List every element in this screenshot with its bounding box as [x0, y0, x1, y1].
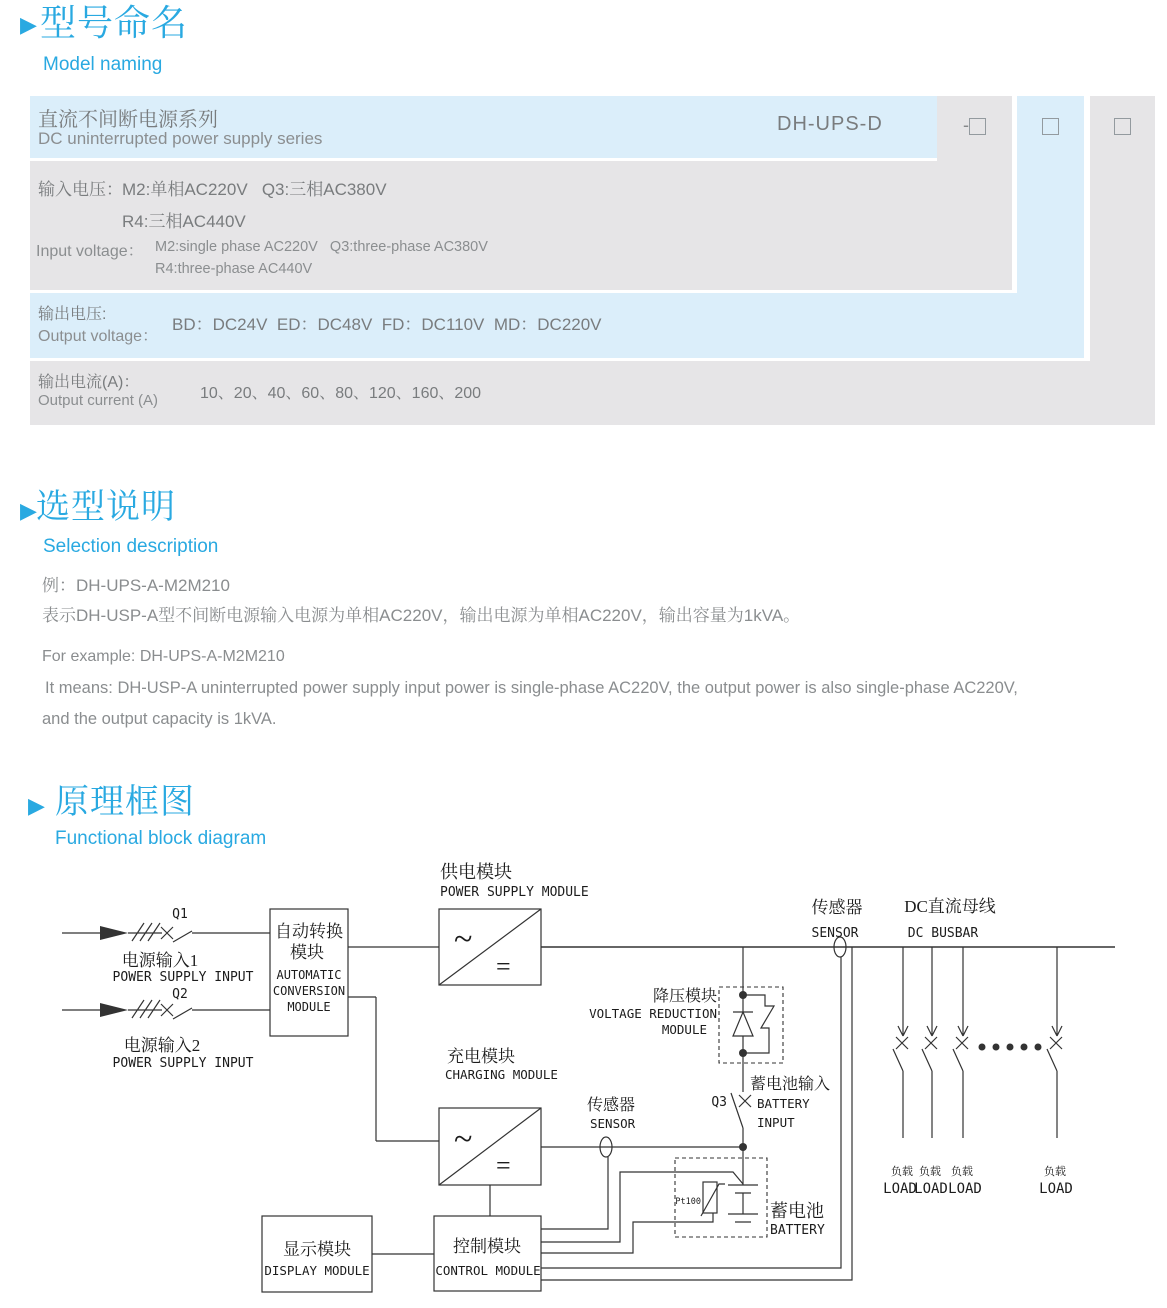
psm-label-zh: 供电模块: [440, 862, 512, 882]
dc-symbol: =: [496, 1151, 511, 1180]
output-current-label-en: Output current (A): [38, 392, 159, 409]
load-3-label-en: LOAD: [948, 1181, 982, 1197]
input-voltage-values-zh-1: M2:单相AC220V Q3:三相AC380V: [122, 180, 387, 199]
battery-input-label-en1: BATTERY: [757, 1096, 810, 1111]
battery-assembly: [675, 1147, 767, 1237]
load-1-label-en: LOAD: [883, 1181, 917, 1197]
load-3-label-zh: 负载: [951, 1166, 973, 1178]
battery-label-zh: 蓄电池: [770, 1201, 824, 1221]
voltage-reduction-module: [719, 947, 783, 1092]
vr-label-zh: 降压模块: [652, 988, 717, 1005]
battery-label-en: BATTERY: [770, 1223, 825, 1238]
placeholder-box-icon: [1114, 118, 1131, 135]
suffix-box-1: [937, 115, 1012, 136]
section2-subtitle: Selection description: [43, 536, 219, 557]
busbar-label-zh: DC直流母线: [904, 897, 996, 916]
section3-arrow-icon: ▶: [28, 793, 45, 818]
load-feeder-1: [893, 947, 908, 1138]
series-name-en: DC uninterrupted power supply series: [38, 129, 323, 148]
selection-example-zh: 例：DH-UPS-A-M2M210: [42, 576, 230, 595]
output-current-values: 10、20、40、60、80、120、160、200: [200, 385, 482, 402]
selection-desc-zh: 表示DH-USP-A型不间断电源输入电源为单相AC220V，输出电源为单相AC220V，输出容量为1kVA。: [42, 606, 801, 625]
load-feeder-3: [953, 947, 968, 1138]
input-voltage-values-en-1: M2:single phase AC220V Q3:three-phase AC380V: [155, 239, 488, 255]
acm-label-en3: MODULE: [287, 1000, 331, 1014]
section1-title: 型号命名: [40, 2, 189, 43]
psm-label-en: POWER SUPPLY MODULE: [440, 885, 589, 900]
breaker-q1-label: Q1: [172, 907, 188, 922]
display-label-en: DISPLAY MODULE: [264, 1263, 370, 1278]
charging-module-box: [439, 1108, 541, 1185]
input-voltage-values-en-2: R4:three-phase AC440V: [155, 261, 313, 277]
selection-example-en: For example: DH-UPS-A-M2M210: [42, 648, 285, 665]
selection-desc-en-2: and the output capacity is 1kVA.: [42, 710, 277, 728]
suffix-box-3: [1090, 115, 1155, 136]
table-row-series: [30, 96, 937, 158]
load-4-label-zh: 负载: [1044, 1166, 1066, 1178]
power-input-2-label-zh: 电源输入2: [123, 1036, 201, 1055]
acm-label-en2: CONVERSION: [272, 984, 346, 998]
output-voltage-label-zh: 输出电压:: [38, 306, 107, 323]
charging-label-zh: 充电模块: [447, 1047, 515, 1066]
section1-subtitle: Model naming: [43, 54, 163, 75]
power-supply-module-box: [439, 909, 541, 985]
battery-input-label-en2: INPUT: [757, 1115, 795, 1130]
input-voltage-label-zh: 输入电压：: [38, 180, 123, 199]
power-input-2-label-en: POWER SUPPLY INPUT: [112, 1056, 254, 1071]
breaker-q3-label: Q3: [711, 1095, 727, 1110]
control-label-zh: 控制模块: [453, 1237, 521, 1256]
series-name-zh: 直流不间断电源系列: [38, 109, 218, 131]
busbar-sensor-label-en: SENSOR: [811, 926, 859, 941]
acm-label-zh1: 自动转换: [275, 922, 343, 941]
suffix-box-1-dash: -: [963, 115, 969, 135]
power-input-1-label-en: POWER SUPPLY INPUT: [112, 970, 254, 985]
output-current-label-zh: 输出电流(A)：: [38, 374, 140, 391]
load-2-label-zh: 负载: [919, 1166, 941, 1178]
load-1-label-zh: 负载: [891, 1166, 913, 1178]
charging-label-en: CHARGING MODULE: [445, 1067, 558, 1082]
load-feeder-4: [1047, 947, 1062, 1138]
input-voltage-values-zh-2: R4:三相AC440V: [122, 212, 246, 231]
section2-arrow-icon: ▶: [20, 498, 37, 523]
section1-arrow-icon: ▶: [20, 12, 37, 37]
table-row-input-voltage: [30, 161, 1012, 290]
breaker-q2-label: Q2: [172, 987, 188, 1002]
functional-block-diagram: [0, 848, 1167, 1308]
display-label-zh: 显示模块: [283, 1240, 351, 1259]
placeholder-box-icon: [969, 118, 986, 135]
power-input-1-label-zh: 电源输入1: [121, 951, 199, 970]
battery-input-switch: [731, 1093, 751, 1144]
charging-sensor-label-zh: 传感器: [587, 1097, 636, 1114]
power-input-1-line: [62, 923, 270, 942]
section3-title: 原理框图: [55, 783, 195, 821]
acm-to-charging-line: [348, 997, 439, 1141]
load-2-label-en: LOAD: [914, 1181, 948, 1197]
model-code: DH-UPS-D: [777, 113, 883, 135]
busbar-label-en: DC BUSBAR: [907, 926, 979, 941]
battery-input-label-zh: 蓄电池输入: [750, 1076, 831, 1093]
ac-symbol: ~: [454, 921, 473, 958]
table-row-output-current: [30, 361, 1155, 425]
suffix-box-2: [1017, 115, 1084, 136]
placeholder-box-icon: [1042, 118, 1059, 135]
output-voltage-label-en: Output voltage：: [38, 328, 159, 345]
dc-symbol: =: [496, 952, 511, 981]
power-input-2-line: [62, 1000, 270, 1019]
input-voltage-label-en: Input voltage：: [36, 243, 144, 260]
vr-label-en2: MODULE: [661, 1022, 707, 1037]
charging-sensor-label-en: SENSOR: [590, 1116, 636, 1131]
ac-symbol: ~: [454, 1121, 473, 1158]
ellipsis-dots: [979, 1044, 1042, 1051]
output-voltage-values: BD：DC24V ED：DC48V FD：DC110V MD：DC220V: [172, 315, 602, 334]
section3-subtitle: Functional block diagram: [55, 828, 267, 849]
load-feeder-2: [922, 947, 937, 1138]
acm-label-en1: AUTOMATIC: [276, 968, 342, 982]
pt100-label: Pt100: [675, 1197, 701, 1207]
busbar-sensor-label-zh: 传感器: [811, 898, 863, 917]
selection-desc-en-1: It means: DH-USP-A uninterrupted power supply input power is single-phase AC220V, the output power is also single-phase AC220V,: [45, 679, 1018, 697]
control-label-en: CONTROL MODULE: [435, 1263, 541, 1278]
section2-title: 选型说明: [36, 488, 176, 526]
load-4-label-en: LOAD: [1039, 1181, 1073, 1197]
acm-label-zh2: 模块: [290, 943, 324, 962]
vr-label-en1: VOLTAGE REDUCTION: [589, 1006, 717, 1021]
table-row-output-voltage: [30, 293, 1084, 358]
